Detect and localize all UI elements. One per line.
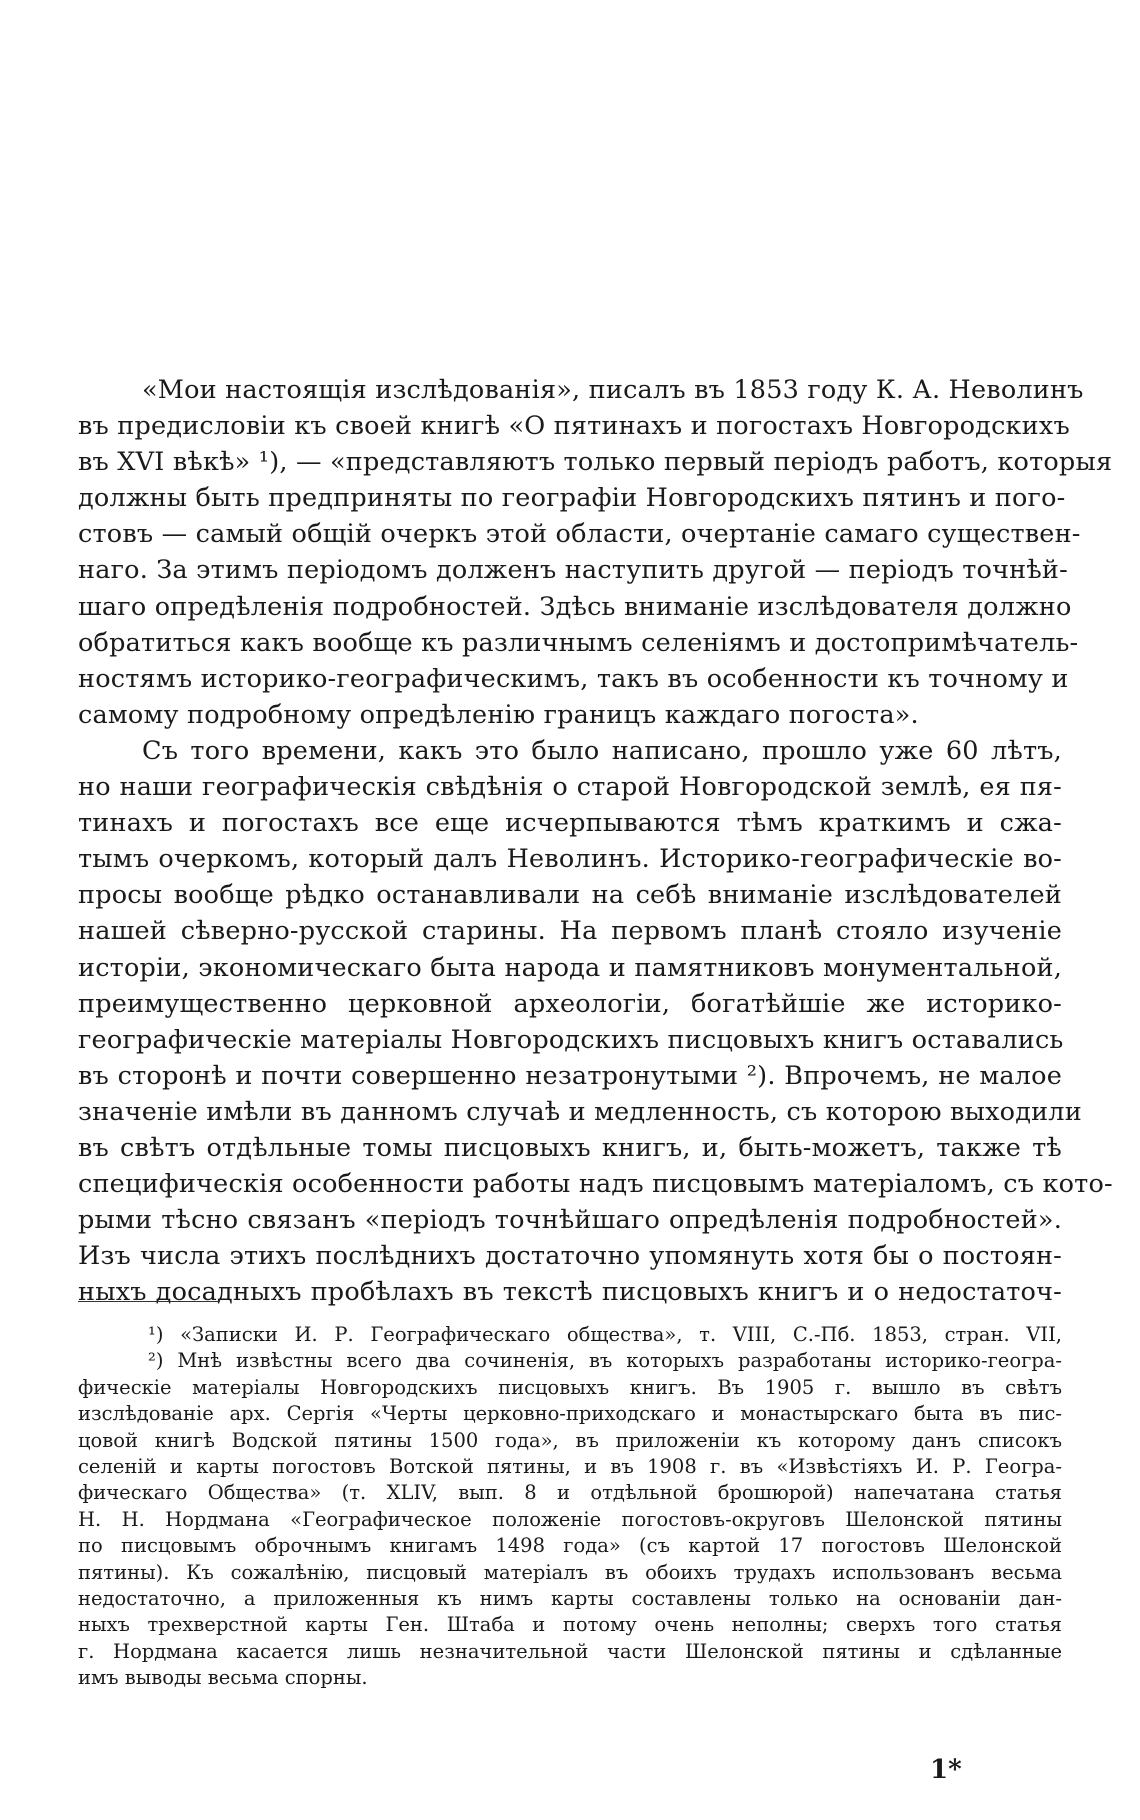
footnote-line: пятины). Къ сожалѣнію, писцовый матеріалъ въ обоихъ трудахъ использованъ весьма (78, 1560, 1062, 1584)
footnote-line: цовой книгѣ Водской пятины 1500 года», въ приложеніи къ которому данъ списокъ (78, 1428, 1062, 1452)
footnote-line: фическіе матеріалы Новгородскихъ писцовыхъ книгъ. Въ 1905 г. вышло въ свѣтъ (78, 1375, 1062, 1399)
footnote-separator (78, 1301, 220, 1302)
text-line: обратиться какъ вообще къ различнымъ селеніямъ и достопримѣчатель- (78, 627, 1079, 658)
footnote-line: г. Нордмана касается лишь незначительной части Шелонской пятины и сдѣланные (78, 1639, 1062, 1663)
text-line: въ свѣтъ отдѣльные томы писцовыхъ книгъ, и, быть-можетъ, также тѣ (78, 1132, 1062, 1163)
footnote-line: недостаточно, а приложенныя къ нимъ карты составлены только на основаніи дан- (78, 1586, 1062, 1610)
text-line: значеніе имѣли въ данномъ случаѣ и медленность, съ которою выходили (78, 1096, 1082, 1127)
text-line: преимущественно церковной археологіи, богатѣйшіе же историко- (78, 988, 1062, 1019)
text-line: самому подробному опредѣленію границъ каждаго погоста». (78, 699, 919, 730)
text-line: стовъ — самый общій очеркъ этой области, очертаніе самаго существен- (78, 519, 1081, 550)
signature-mark: 1* (930, 1755, 962, 1785)
text-line: въ XVI вѣкѣ» ¹), — «представляютъ только первый періодъ работъ, которыя (78, 447, 1113, 478)
footnote-line: по писцовымъ оброчнымъ книгамъ 1498 года» (съ картой 17 погостовъ Шелонской (78, 1534, 1062, 1558)
text-line: исторіи, экономическаго быта народа и памятниковъ монументальной, (78, 952, 1062, 983)
text-line: наго. За этимъ періодомъ долженъ наступить другой — періодъ точнѣй- (78, 555, 1068, 586)
footnote-line: Н. Н. Нордмана «Географическое положеніе погостовъ-округовъ Шелонской пятины (78, 1507, 1062, 1531)
text-line: но наши географическія свѣдѣнія о старой Новгородской землѣ, ея пя- (78, 772, 1062, 803)
footnote-line: ныхъ трехверстной карты Ген. Штаба и потому очень неполны; сверхъ того статья (78, 1613, 1062, 1637)
footnote-line: ¹) «Записки И. Р. Географическаго общества», т. VIII, С.-Пб. 1853, стран. VII, (148, 1323, 1062, 1346)
footnote-line: ²) Мнѣ извѣстны всего два сочиненія, въ которыхъ разработаны историко-геогра- (148, 1349, 1062, 1373)
footnote-line: изслѣдованіе арх. Сергія «Черты церковно-приходскаго и монастырскаго быта въ пис- (78, 1402, 1062, 1426)
footnote-line: имъ выводы весьма спорны. (78, 1666, 368, 1690)
footnotes (78, 1322, 1062, 1691)
text-line: «Мои настоящія изслѣдованія», писалъ въ 1853 году К. А. Неволинъ (142, 375, 1084, 405)
text-line: специфическія особенности работы надъ писцовымъ матеріаломъ, съ кото- (78, 1169, 1113, 1200)
text-line: Изъ числа этихъ послѣднихъ достаточно упомянуть хотя бы о постоян- (78, 1241, 1062, 1272)
text-line: просы вообще рѣдко останавливали на себѣ вниманіе изслѣдователей (78, 880, 1062, 911)
text-line: тинахъ и погостахъ все еще исчерпываются тѣмъ краткимъ и сжа- (78, 808, 1062, 839)
text-line: въ сторонѣ и почти совершенно незатронутыми ²). Впрочемъ, не малое (78, 1060, 1062, 1091)
text-line: тымъ очеркомъ, который далъ Неволинъ. Историко-географическіе во- (78, 844, 1062, 875)
text-line: нашей сѣверно-русской старины. На первомъ планѣ стояло изученіе (78, 916, 1062, 947)
text-line: Съ того времени, какъ это было написано, прошло уже 60 лѣтъ, (142, 735, 1062, 766)
text-line: географическіе матеріалы Новгородскихъ писцовыхъ книгъ оставались (78, 1024, 1064, 1055)
main-text (78, 372, 1113, 1310)
text-line: ностямъ историко-географическимъ, такъ въ особенности къ точному и (78, 663, 1069, 694)
text-line: въ предисловіи къ своей книгѣ «О пятинахъ и погостахъ Новгородскихъ (78, 411, 1070, 442)
text-line: рыми тѣсно связанъ «періодъ точнѣйшаго опредѣленія подробностей». (78, 1205, 1062, 1236)
text-line: шаго опредѣленія подробностей. Здѣсь вниманіе изслѣдователя должно (78, 591, 1072, 622)
footnote-line: фическаго Общества» (т. XLIV, вып. 8 и отдѣльной брошюрой) напечатана статья (78, 1481, 1062, 1505)
text-line: ныхъ досадныхъ пробѣлахъ въ текстѣ писцовыхъ книгъ и о недостаточ- (78, 1277, 1062, 1308)
text-line: должны быть предприняты по географіи Новгородскихъ пятинъ и пого- (78, 483, 1066, 514)
footnote-line: селеній и карты погостовъ Вотской пятины, и въ 1908 г. въ «Извѣстіяхъ И. Р. Геогра- (78, 1454, 1062, 1478)
